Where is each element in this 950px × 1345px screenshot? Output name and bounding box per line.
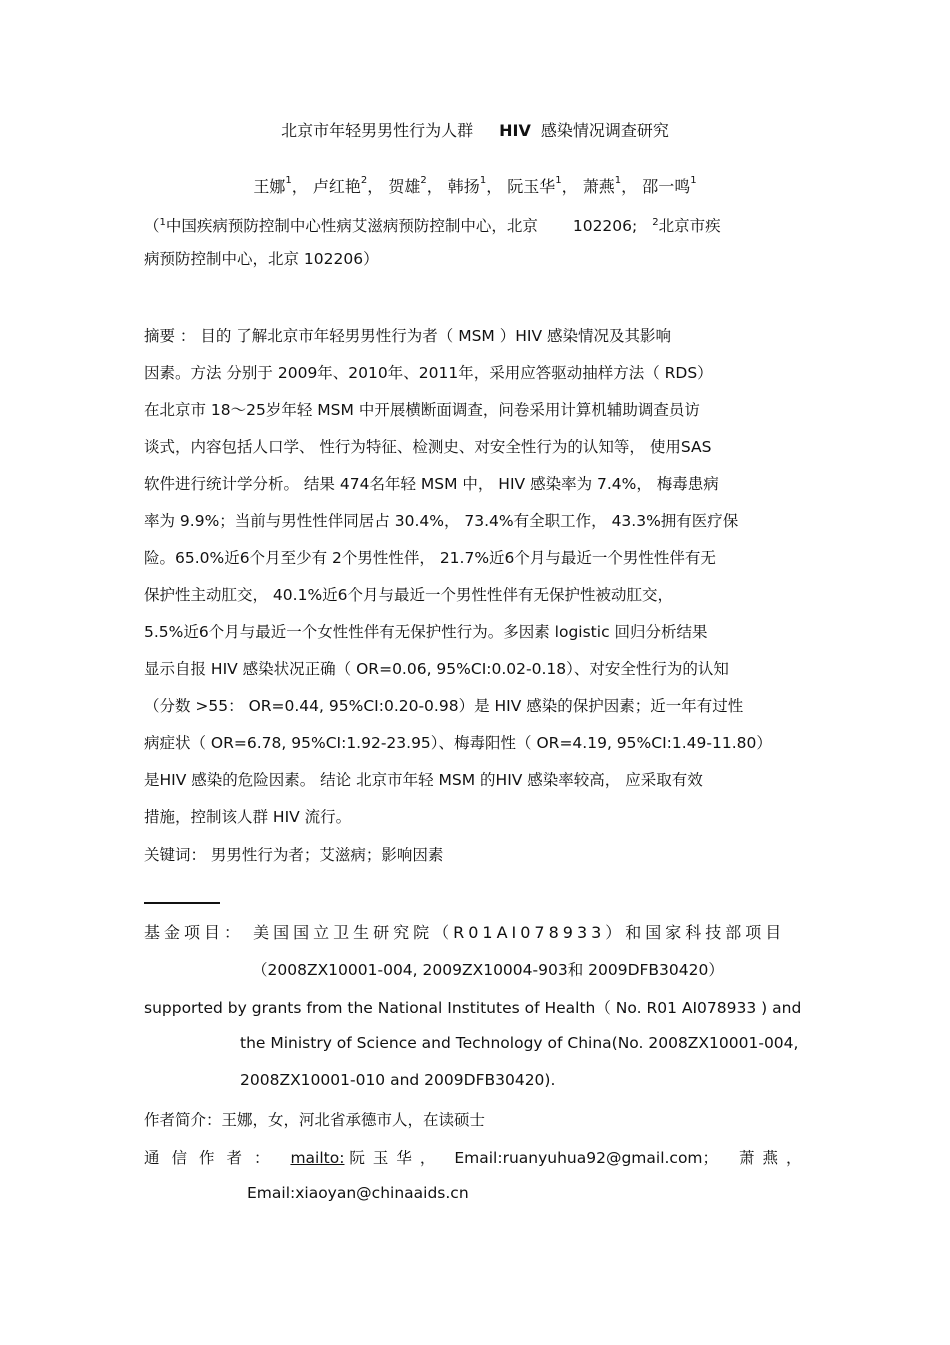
affil-zip-1: 102206; (572, 217, 638, 236)
affil-mark-1: 1 (159, 217, 166, 228)
abstract (144, 318, 816, 836)
abstract-line: 在北京市 18～25岁年轻 MSM 中开展横断面调查，问卷采用计算机辅助调查员访 (144, 401, 700, 419)
author: 王娜 (253, 177, 286, 196)
author-affil-mark: 2 (420, 174, 427, 186)
affil-open-paren: （ (144, 217, 160, 236)
abstract-line: 5.5%近6个月与最近一个女性性伴有无保护性行为。多因素 logistic 回归分析结果 (144, 623, 708, 641)
author-affil-mark: 1 (479, 174, 487, 186)
author: 萧燕 (582, 177, 615, 196)
funding-en-line-3: 2008ZX10001-010 and 2009DFB30420). (240, 1071, 556, 1089)
title-part2: 感染情况调查研究 (540, 121, 669, 140)
abstract-line: 显示自报 HIV 感染状况正确（ OR=0.06, 95%CI:0.02-0.18）、对安全性行为的认知 (144, 660, 729, 678)
affiliation-2: 北京市疾 (658, 217, 721, 236)
abstract-line: 因素。方法 分别于 2009年、2010年、2011年，采用应答驱动抽样方法（ RDS） (144, 364, 713, 382)
correspondence-line-1 (144, 1146, 810, 1168)
title-part1: 北京市年轻男男性行为人群 (281, 121, 474, 140)
author: 韩扬 (447, 177, 480, 196)
correspondence-label: 通信作者： (144, 1149, 282, 1167)
corresponding-author-1: 阮玉华， (349, 1149, 444, 1167)
abstract-line: （分数 >55： OR=0.44, 95%CI:0.20-0.98）是 HIV 感染的保护因素；近一年有过性 (144, 697, 744, 715)
abstract-line: 措施，控制该人群 HIV 流行。 (144, 808, 352, 826)
author: 邵一鸣 (642, 177, 691, 196)
affiliation-line-2: 病预防控制中心，北京 102206） (144, 250, 379, 268)
author: 阮玉华 (507, 177, 556, 196)
affiliation-line-1 (144, 204, 814, 245)
title-hiv: HIV (499, 121, 531, 140)
mailto-link[interactable]: mailto: (290, 1149, 345, 1167)
email-2[interactable]: Email:xiaoyan@chinaaids.cn (247, 1184, 469, 1202)
affiliation-1: 中国疾病预防控制中心性病艾滋病预防控制中心，北京 (165, 217, 538, 236)
abstract-line: 保护性主动肛交， 40.1%近6个月与最近一个男性性伴有无保护性被动肛交， (144, 586, 674, 604)
email-1[interactable]: Email:ruanyuhua92@gmail.com； (454, 1149, 719, 1167)
funding-cn-line-1: 基金项目： 美国国立卫生研究院（R01AI078933）和国家科技部项目 (144, 923, 786, 942)
author: 卢红艳 (312, 177, 361, 196)
abstract-line: 是HIV 感染的危险因素。 结论 北京市年轻 MSM 的HIV 感染率较高， 应采取有效 (144, 771, 703, 789)
author-affil-mark: 1 (285, 174, 292, 186)
abstract-line: 摘要 ： 目的 了解北京市年轻男男性行为者（ MSM ）HIV 感染情况及其影响 (144, 327, 671, 345)
author-list: 王娜$^1$， 卢红艳$^2$， 贺雄$^2$， 韩扬$^1$， 阮玉华$^1$， 萧燕$^1$， 邵一鸣$^1$ (253, 174, 697, 196)
abstract-line: 软件进行统计学分析。 结果 474名年轻 MSM 中， HIV 感染率为 7.4%， 梅毒患病 (144, 475, 719, 493)
abstract-line: 谈式，内容包括人口学、 性行为特征、检测史、对安全性行为的认知等， 使用SAS (144, 438, 712, 456)
keywords: 关键词： 男男性行为者；艾滋病；影响因素 (144, 846, 444, 864)
funding-en-line-2: the Ministry of Science and Technology of China(No. 2008ZX10001-004, (240, 1034, 799, 1052)
footnote-divider (144, 902, 220, 904)
abstract-line: 病症状（ OR=6.78, 95%CI:1.92-23.95）、梅毒阳性（ OR=4.19, 95%CI:1.49-11.80） (144, 734, 772, 752)
abstract-line: 险。65.0%近6个月至少有 2个男性性伴， 21.7%近6个月与最近一个男性性伴有无 (144, 549, 716, 567)
author-affil-mark: 1 (690, 174, 697, 186)
affil-mark-2: 2 (652, 217, 659, 228)
author-affil-mark: 2 (360, 174, 368, 186)
author: 贺雄 (388, 177, 421, 196)
paper-title (0, 118, 950, 141)
funding-en-line-1: supported by grants from the National Institutes of Health（ No. R01 AI078933 ) and (144, 999, 802, 1017)
funding-cn-line-2: （2008ZX10001-004, 2009ZX10004-903和 2009DFB30420） (252, 961, 724, 979)
author-affil-mark: 1 (614, 174, 622, 186)
author-intro: 作者简介：王娜，女，河北省承德市人，在读硕士 (144, 1111, 486, 1129)
abstract-line: 率为 9.9%；当前与男性性伴同居占 30.4%， 73.4%有全职工作， 43.3%拥有医疗保 (144, 512, 739, 530)
corresponding-author-2: 萧燕， (738, 1149, 810, 1167)
author-affil-mark: 1 (555, 174, 562, 186)
